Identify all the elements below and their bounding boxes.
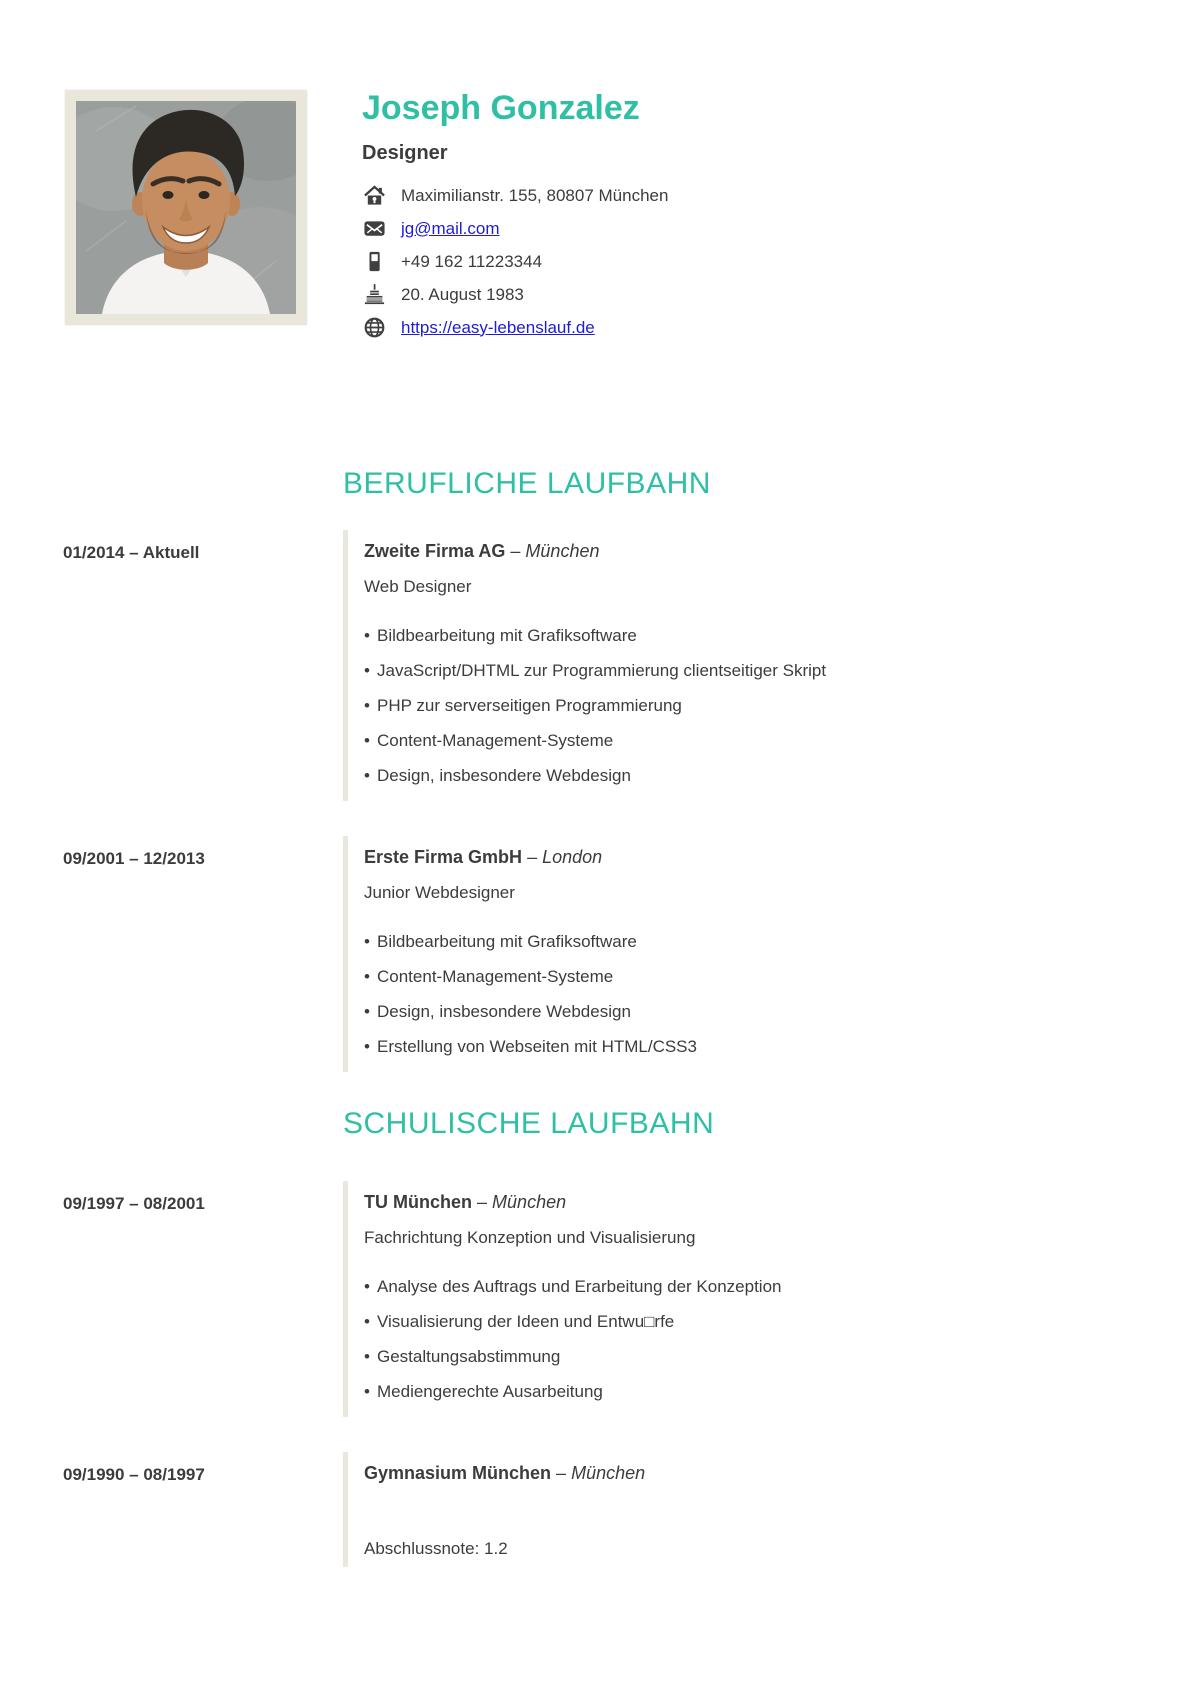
section-heading-career: BERUFLICHE LAUFBAHN: [343, 467, 711, 500]
bullet-item: • PHP zur serverseitigen Programmierung: [364, 688, 1133, 723]
entry-org: TU München: [364, 1192, 472, 1212]
main-content: [63, 467, 1133, 1602]
entry-title: [364, 1192, 1133, 1213]
bullet-item: • Content-Management-Systeme: [364, 959, 1133, 994]
job-title: Designer: [362, 142, 448, 164]
contact-row-address: [362, 179, 668, 212]
globe-icon: [362, 316, 386, 340]
entry-role: Junior Webdesigner: [364, 883, 515, 902]
entry-org: Erste Firma GmbH: [364, 847, 523, 867]
header: [65, 90, 1131, 344]
bullet-item: • JavaScript/DHTML zur Programmierung clientseitiger Skript: [364, 653, 1133, 688]
bullet-item: • Bildbearbeitung mit Grafiksoftware: [364, 924, 1133, 959]
contact-row-website: [362, 311, 668, 344]
entry-role: Fachrichtung Konzeption und Visualisierung: [364, 1228, 696, 1247]
phone-icon: [362, 250, 386, 274]
bullet-item: • Gestaltungsabstimmung: [364, 1339, 1133, 1374]
entry-location: München: [571, 1463, 646, 1483]
contact-row-phone: [362, 245, 668, 278]
entry-bullets: [364, 924, 1133, 1064]
bullet-item: • Design, insbesondere Webdesign: [364, 758, 1133, 793]
entry-location: London: [542, 847, 603, 867]
entry-separator: –: [527, 847, 538, 867]
person-name: Joseph Gonzalez: [362, 89, 640, 127]
entry-location: München: [492, 1192, 567, 1212]
mail-icon: [362, 217, 386, 241]
entry-period: 09/1990 – 08/1997: [63, 1465, 205, 1484]
entry-role: Web Designer: [364, 577, 472, 596]
entry-body: [343, 530, 1133, 801]
cake-icon: [362, 283, 386, 307]
bullet-item: • Content-Management-Systeme: [364, 723, 1133, 758]
entry-note: Abschlussnote: 1.2: [364, 1539, 508, 1558]
section-heading-education: SCHULISCHE LAUFBAHN: [343, 1107, 715, 1140]
entry-tu-muenchen: [63, 1181, 1133, 1417]
entry-separator: –: [556, 1463, 567, 1483]
entry-period: 01/2014 – Aktuell: [63, 543, 200, 562]
entry-body: [343, 1452, 1133, 1567]
bullet-item: • Erstellung von Webseiten mit HTML/CSS3: [364, 1029, 1133, 1064]
header-text: [362, 90, 668, 344]
contact-address: Maximilianstr. 155, 80807 München: [401, 185, 669, 205]
entry-period: 09/1997 – 08/2001: [63, 1194, 205, 1213]
bullet-item: • Analyse des Auftrags und Erarbeitung der Konzeption: [364, 1269, 1133, 1304]
bullet-item: • Design, insbesondere Webdesign: [364, 994, 1133, 1029]
website-link[interactable]: https://easy-lebenslauf.de: [401, 317, 595, 337]
email-link[interactable]: jg@mail.com: [401, 218, 500, 238]
entry-gymnasium: [63, 1452, 1133, 1567]
entry-title: [364, 541, 1133, 562]
contact-birthday: 20. August 1983: [401, 284, 524, 304]
portrait-illustration: [76, 101, 296, 314]
bullet-item: • Mediengerechte Ausarbeitung: [364, 1374, 1133, 1409]
entry-separator: –: [477, 1192, 488, 1212]
contact-row-email: [362, 212, 668, 245]
bullet-item: • Bildbearbeitung mit Grafiksoftware: [364, 618, 1133, 653]
entry-title: [364, 1463, 1133, 1484]
entry-bullets: [364, 1269, 1133, 1409]
entry-body: [343, 836, 1133, 1072]
entry-separator: –: [510, 541, 521, 561]
entry-body: [343, 1181, 1133, 1417]
profile-photo: [65, 90, 307, 325]
entry-org: Gymnasium München: [364, 1463, 552, 1483]
entry-title: [364, 847, 1133, 868]
entry-erste-firma: [63, 836, 1133, 1072]
contact-row-birthday: [362, 278, 668, 311]
entry-org: Zweite Firma AG: [364, 541, 506, 561]
entry-location: München: [525, 541, 600, 561]
entry-bullets: [364, 618, 1133, 793]
contact-phone: +49 162 11223344: [401, 251, 543, 271]
bullet-item: • Visualisierung der Ideen und Entwu□rfe: [364, 1304, 1133, 1339]
entry-zweite-firma: [63, 530, 1133, 801]
home-icon: [362, 184, 386, 208]
entry-period: 09/2001 – 12/2013: [63, 849, 205, 868]
